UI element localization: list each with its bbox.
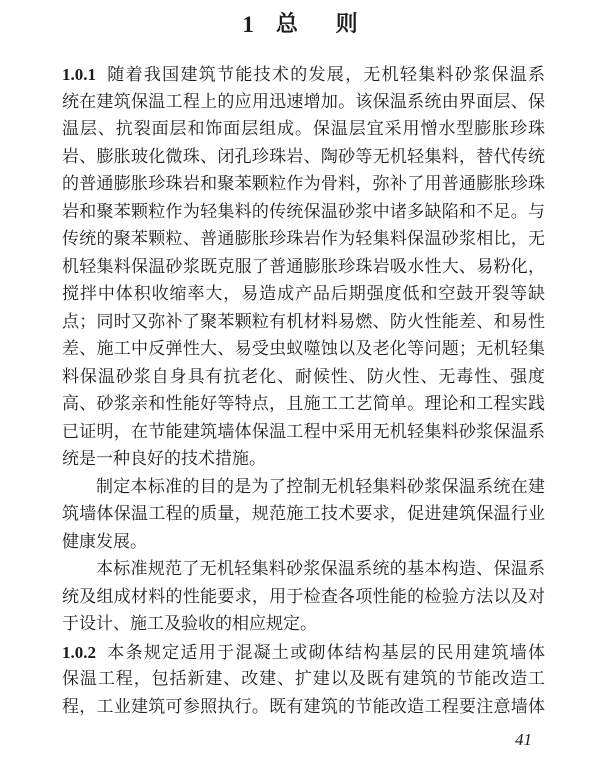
text-line: 统及组成材料的性能要求，用于检查各项性能的检验方法以及对 bbox=[62, 586, 545, 607]
text-line: 岩、膨胀玻化微珠、闭孔珍珠岩、陶砂等无机轻集料，替代传统 bbox=[62, 146, 545, 167]
text-line: 温层、抗裂面层和饰面层组成。保温层宜采用憎水型膨胀珍珠 bbox=[62, 119, 545, 139]
text-line: 统是一种良好的技术措施。 bbox=[62, 449, 266, 469]
paragraph-scope bbox=[62, 556, 545, 639]
page-number: 41 bbox=[515, 730, 532, 749]
text-line: 于设计、施工及验收的相应规定。 bbox=[62, 614, 317, 634]
paragraph-clause-1-0-2 bbox=[62, 639, 545, 722]
clause-number: 1.0.1 bbox=[62, 65, 96, 84]
text-line: 本标准规范了无机轻集料砂浆保温系统的基本构造、保温系 bbox=[96, 559, 545, 579]
text-line: 统在建筑保温工程上的应用迅速增加。该保温系统由界面层、保 bbox=[62, 91, 545, 112]
text-line-content: 本条规定适用于混凝土或砌体结构基层的民用建筑墙体 bbox=[106, 642, 545, 663]
text-line: 程，工业建筑可参照执行。既有建筑的节能改造工程要注意墙体 bbox=[62, 696, 545, 717]
chapter-heading bbox=[0, 10, 600, 40]
document-body bbox=[62, 61, 545, 721]
text-line: 已证明，在节能建筑墙体保温工程中采用无机轻集料砂浆保温系 bbox=[62, 421, 545, 442]
text-line: 传统的聚苯颗粒、普通膨胀珍珠岩作为轻集料保温砂浆相比，无 bbox=[62, 229, 545, 249]
paragraph-clause-1-0-1 bbox=[62, 61, 545, 474]
text-line: 筑墙体保温工程的质量，规范施工技术要求，促进建筑保温行业 bbox=[62, 504, 545, 524]
chapter-number: 1 bbox=[242, 12, 254, 37]
text-line bbox=[62, 639, 545, 667]
clause-number: 1.0.2 bbox=[62, 642, 96, 662]
text-line: 制定本标准的目的是为了控制无机轻集料砂浆保温系统在建 bbox=[96, 476, 545, 497]
text-line: 搅拌中体积收缩率大，易造成产品后期强度低和空鼓开裂等缺 bbox=[62, 284, 545, 304]
text-line: 的普通膨胀珍珠岩和聚苯颗粒作为骨料，弥补了用普通膨胀珍珠 bbox=[62, 174, 545, 194]
text-line: 差、施工中反弹性大、易受虫蚁噬蚀以及老化等问题；无机轻集 bbox=[62, 339, 545, 359]
text-line: 料保温砂浆自身具有抗老化、耐候性、防火性、无毒性、强度 bbox=[62, 366, 545, 387]
text-line: 高、砂浆亲和性能好等特点，且施工工艺简单。理论和工程实践 bbox=[62, 394, 545, 414]
text-line: 岩和聚苯颗粒作为轻集料的传统保温砂浆中诸多缺陷和不足。与 bbox=[62, 201, 545, 222]
text-line: 健康发展。 bbox=[62, 531, 147, 552]
text-line: 点；同时又弥补了聚苯颗粒有机材料易燃、防火性能差、和易性 bbox=[62, 311, 545, 332]
paragraph-purpose bbox=[62, 474, 545, 557]
text-line-content: 随着我国建筑节能技术的发展，无机轻集料砂浆保温系 bbox=[106, 65, 545, 85]
text-line: 机轻集料保温砂浆既克服了普通膨胀珍珠岩吸水性大、易粉化， bbox=[62, 256, 545, 277]
chapter-title: 总 则 bbox=[275, 12, 358, 37]
text-line: 保温工程，包括新建、改建、扩建以及既有建筑的节能改造工 bbox=[62, 669, 545, 689]
text-line bbox=[62, 61, 545, 89]
